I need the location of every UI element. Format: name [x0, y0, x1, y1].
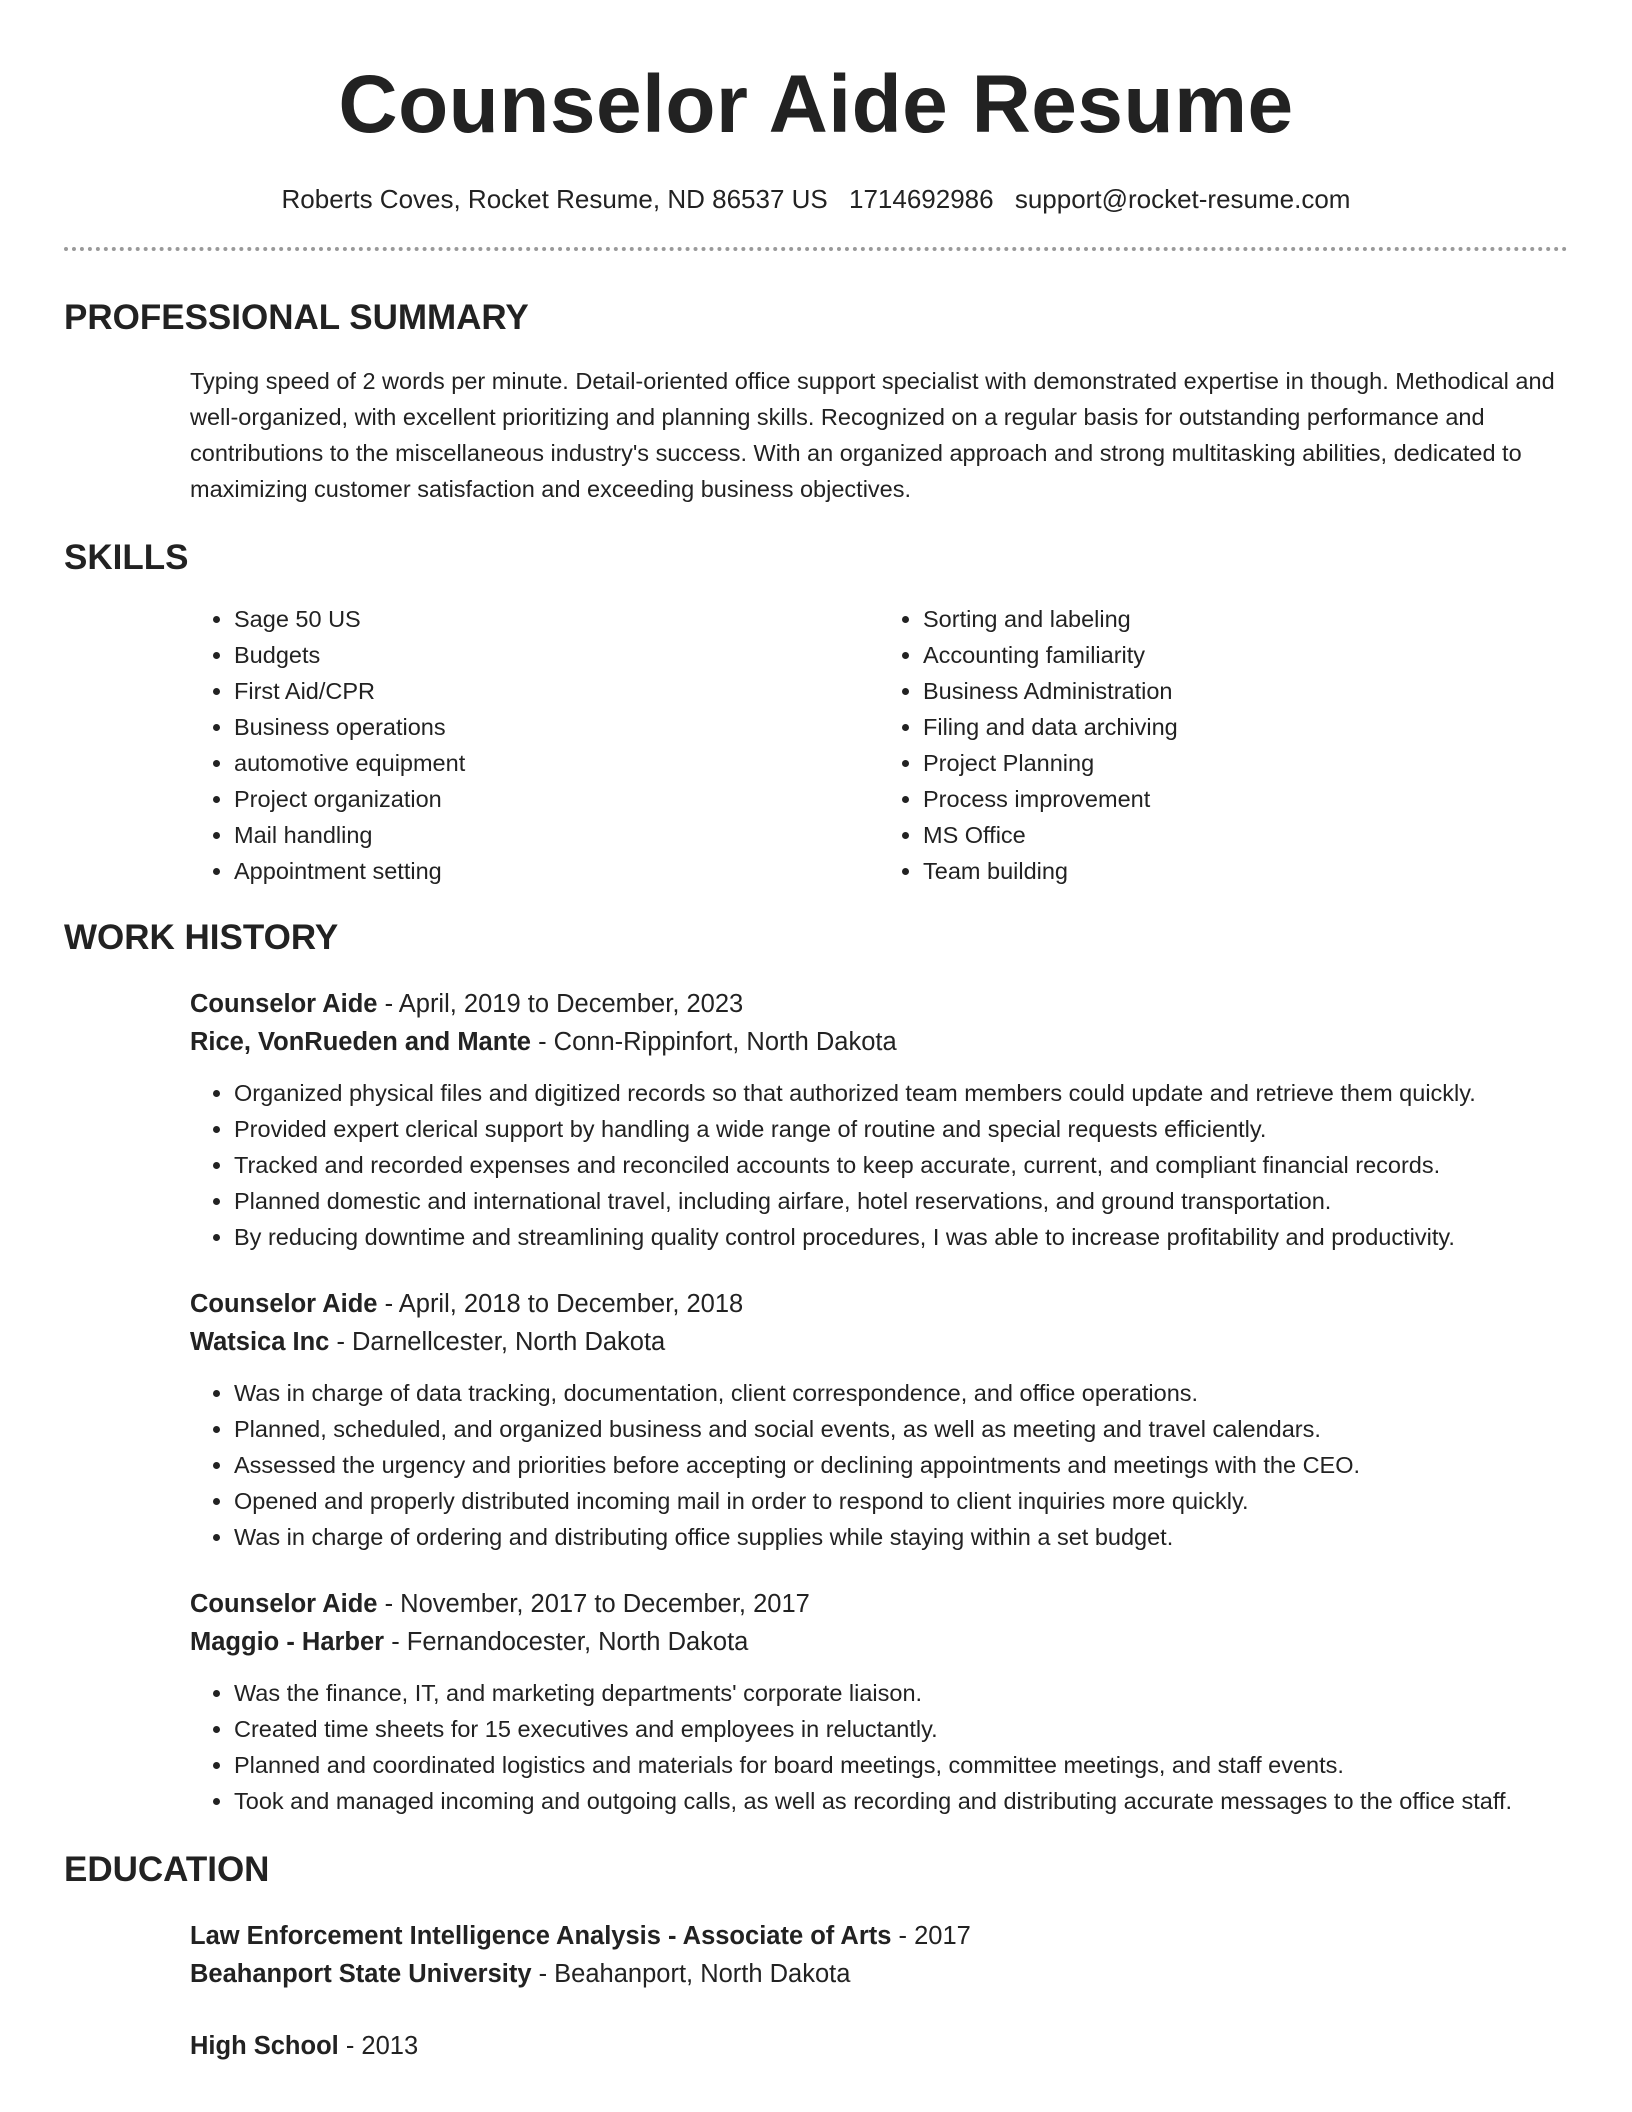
job-bullet: • Planned, scheduled, and organized business and social events, as well as meeting and travel calendars.	[234, 1411, 1568, 1447]
job-bullet: • Assessed the urgency and priorities before accepting or declining appointments and meetings with the CEO.	[234, 1447, 1568, 1483]
skill-item: • Mail handling	[234, 817, 879, 853]
skills-column-left	[190, 601, 879, 889]
job-company: Watsica Inc	[190, 1328, 330, 1357]
job-title: Counselor Aide	[190, 1290, 378, 1319]
job-bullets	[190, 1675, 1568, 1819]
job-location: - Darnellcester, North Dakota	[329, 1328, 666, 1357]
job-bullet: • Created time sheets for 15 executives and employees in reluctantly.	[234, 1711, 1568, 1747]
skill-item: • Project organization	[234, 781, 879, 817]
job-company-line	[190, 1023, 1568, 1061]
education-degree-line	[190, 2027, 1568, 2065]
skill-item: • Sage 50 US	[234, 601, 879, 637]
skill-item: • Budgets	[234, 637, 879, 673]
work-history-heading: WORK HISTORY	[64, 918, 339, 958]
skill-item: • MS Office	[923, 817, 1568, 853]
education-location: - Beahanport, North Dakota	[531, 1960, 851, 1989]
contact-email: support@rocket-resume.com	[1014, 184, 1351, 214]
job-company: Rice, VonRueden and Mante	[190, 1028, 531, 1057]
job-company-line	[190, 1323, 1568, 1361]
job-bullet: • Organized physical files and digitized records so that authorized team members could update and retrieve them quickly.	[234, 1075, 1568, 1111]
job-title-line	[190, 1285, 1568, 1323]
resume-title: Counselor Aide Resume	[338, 59, 1294, 150]
skill-item: • Project Planning	[923, 745, 1568, 781]
skill-item: • Process improvement	[923, 781, 1568, 817]
education-year: - 2013	[338, 2032, 419, 2061]
skills-list	[190, 601, 1568, 889]
summary-text: Typing speed of 2 words per minute. Detail-oriented office support specialist with demonstrated expertise in though. Methodical and well-organized, with excellent prioritizing and planning skills. Recognized on a regular basis for outstanding performance and contributions to the miscellaneous industry's success. With an organized approach and strong multitasking abilities, dedicated to maximizing customer satisfaction and exceeding business objectives.	[190, 368, 1555, 503]
job-location: - Fernandocester, North Dakota	[384, 1628, 749, 1657]
job-entry	[190, 985, 1568, 1255]
education-degree: High School	[190, 2032, 339, 2061]
job-bullet: • Tracked and recorded expenses and reconciled accounts to keep accurate, current, and compliant financial records.	[234, 1147, 1568, 1183]
job-bullet: • Was the finance, IT, and marketing departments' corporate liaison.	[234, 1675, 1568, 1711]
job-dates: - November, 2017 to December, 2017	[377, 1590, 810, 1619]
education-school-line	[190, 1955, 1568, 1993]
contact-address: Roberts Coves, Rocket Resume, ND 86537 US	[281, 184, 828, 214]
education-school: Beahanport State University	[190, 1960, 532, 1989]
job-bullet: • Planned and coordinated logistics and materials for board meetings, committee meetings, and staff events.	[234, 1747, 1568, 1783]
summary-heading: PROFESSIONAL SUMMARY	[64, 298, 529, 338]
contact-phone: 1714692986	[849, 184, 994, 214]
job-bullet: • Opened and properly distributed incoming mail in order to respond to client inquiries more quickly.	[234, 1483, 1568, 1519]
skill-item: • automotive equipment	[234, 745, 879, 781]
skill-item: • Business Administration	[923, 673, 1568, 709]
skill-item: • Sorting and labeling	[923, 601, 1568, 637]
header-divider	[64, 247, 1568, 251]
job-title-line	[190, 985, 1568, 1023]
skill-item: • Accounting familiarity	[923, 637, 1568, 673]
education-degree: Law Enforcement Intelligence Analysis - Associate of Arts	[190, 1922, 892, 1951]
job-bullet: • By reducing downtime and streamlining quality control procedures, I was able to increase profitability and productivity.	[234, 1219, 1568, 1255]
education-entry	[190, 1917, 1568, 1993]
resume-page	[64, 0, 1568, 2065]
job-title: Counselor Aide	[190, 1590, 378, 1619]
job-company-line	[190, 1623, 1568, 1661]
job-bullets	[190, 1375, 1568, 1555]
job-bullet: • Provided expert clerical support by handling a wide range of routine and special requests efficiently.	[234, 1111, 1568, 1147]
job-bullet: • Was in charge of ordering and distributing office supplies while staying within a set budget.	[234, 1519, 1568, 1555]
job-entry	[190, 1585, 1568, 1819]
skill-item: • First Aid/CPR	[234, 673, 879, 709]
education-year: - 2017	[891, 1922, 971, 1951]
education-heading: EDUCATION	[64, 1850, 270, 1890]
education-entry	[190, 2027, 1568, 2065]
job-location: - Conn-Rippinfort, North Dakota	[531, 1028, 897, 1057]
job-dates: - April, 2019 to December, 2023	[377, 990, 744, 1019]
job-company: Maggio - Harber	[190, 1628, 385, 1657]
job-bullet: • Took and managed incoming and outgoing calls, as well as recording and distributing accurate messages to the office staff.	[234, 1783, 1568, 1819]
job-bullet: • Was in charge of data tracking, documentation, client correspondence, and office operations.	[234, 1375, 1568, 1411]
education-degree-line	[190, 1917, 1568, 1955]
skill-item: • Appointment setting	[234, 853, 879, 889]
job-dates: - April, 2018 to December, 2018	[377, 1290, 744, 1319]
contact-line	[64, 184, 1568, 215]
skills-column-right	[879, 601, 1568, 889]
job-title-line	[190, 1585, 1568, 1623]
skill-item: • Business operations	[234, 709, 879, 745]
skill-item: • Team building	[923, 853, 1568, 889]
job-bullet: • Planned domestic and international travel, including airfare, hotel reservations, and ground transportation.	[234, 1183, 1568, 1219]
skills-heading: SKILLS	[64, 538, 189, 578]
job-entry	[190, 1285, 1568, 1555]
job-bullets	[190, 1075, 1568, 1255]
skill-item: • Filing and data archiving	[923, 709, 1568, 745]
job-title: Counselor Aide	[190, 990, 378, 1019]
